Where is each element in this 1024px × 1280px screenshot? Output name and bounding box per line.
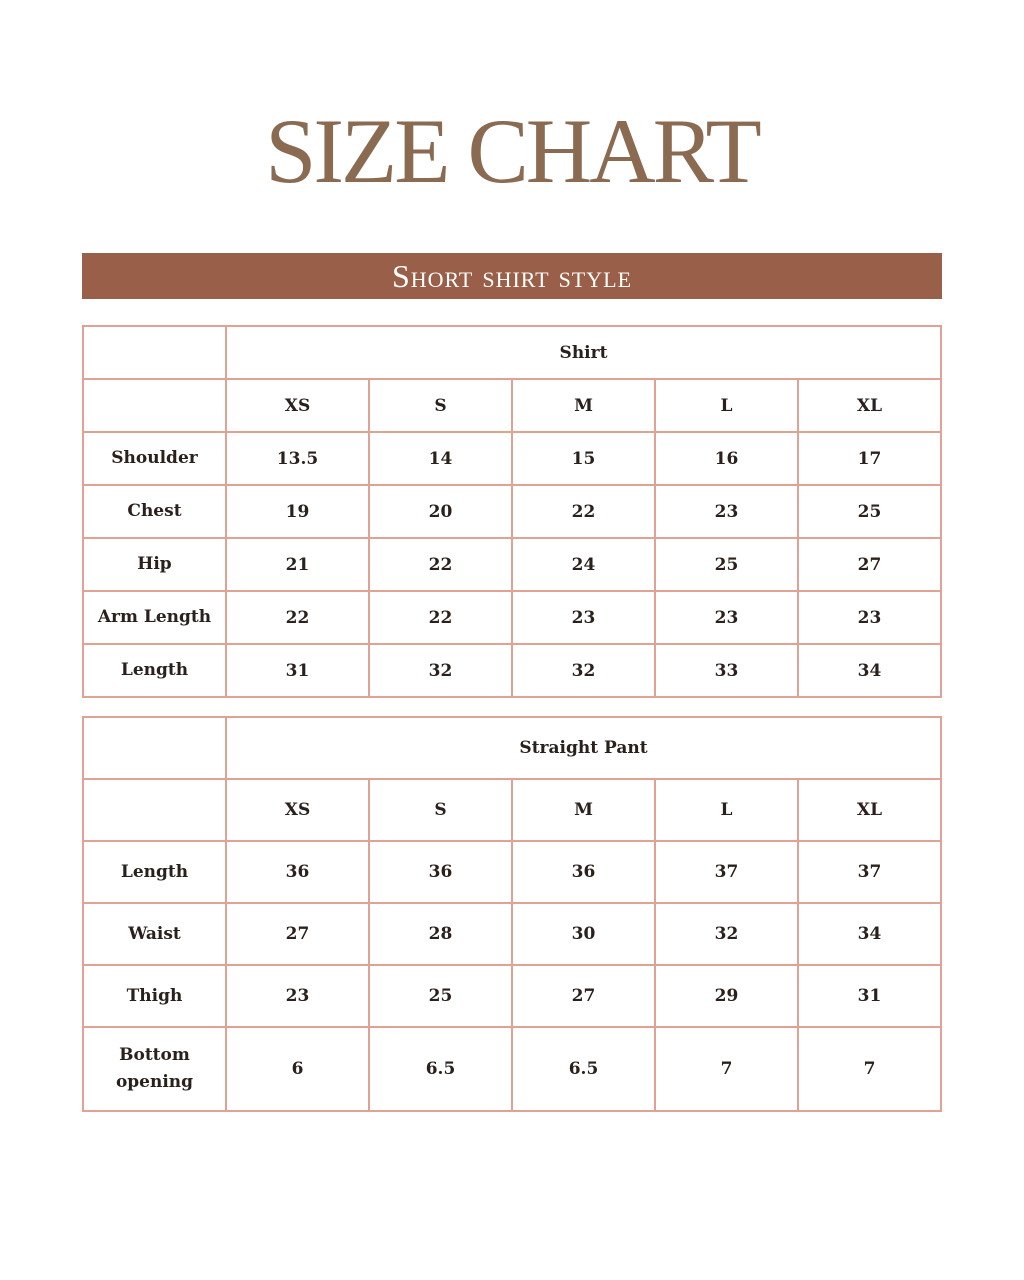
table-row: [83, 1027, 941, 1111]
size-row: [83, 779, 941, 841]
value-cell: 15: [512, 432, 655, 485]
table-heading: Shirt: [226, 326, 941, 379]
shirt-size-table: [82, 325, 942, 698]
size-row: [83, 379, 941, 432]
value-cell: 27: [226, 903, 369, 965]
size-header: M: [512, 779, 655, 841]
table-row: [83, 432, 941, 485]
value-cell: 22: [512, 485, 655, 538]
size-header: L: [655, 379, 798, 432]
table-row: [83, 644, 941, 697]
value-cell: 23: [655, 485, 798, 538]
size-header: M: [512, 379, 655, 432]
value-cell: 23: [655, 591, 798, 644]
value-cell: 25: [798, 485, 941, 538]
value-cell: 32: [655, 903, 798, 965]
row-label: Thigh: [83, 965, 226, 1027]
value-cell: 6: [226, 1027, 369, 1111]
value-cell: 34: [798, 903, 941, 965]
value-cell: 36: [369, 841, 512, 903]
corner-cell: [83, 717, 226, 779]
table-row: [83, 538, 941, 591]
value-cell: 27: [798, 538, 941, 591]
value-cell: 16: [655, 432, 798, 485]
value-cell: 17: [798, 432, 941, 485]
value-cell: 20: [369, 485, 512, 538]
value-cell: 29: [655, 965, 798, 1027]
table-header-row: [83, 326, 941, 379]
row-label: Bottom opening: [83, 1027, 226, 1111]
value-cell: 24: [512, 538, 655, 591]
value-cell: 34: [798, 644, 941, 697]
size-header: XS: [226, 379, 369, 432]
value-cell: 23: [226, 965, 369, 1027]
value-cell: 6.5: [512, 1027, 655, 1111]
row-label: Length: [83, 644, 226, 697]
size-header: XL: [798, 779, 941, 841]
value-cell: 7: [798, 1027, 941, 1111]
value-cell: 33: [655, 644, 798, 697]
table-row: [83, 591, 941, 644]
size-header: XS: [226, 779, 369, 841]
table-heading: Straight Pant: [226, 717, 941, 779]
row-label: Hip: [83, 538, 226, 591]
value-cell: 25: [655, 538, 798, 591]
value-cell: 31: [798, 965, 941, 1027]
size-header: S: [369, 779, 512, 841]
size-header: S: [369, 379, 512, 432]
value-cell: 6.5: [369, 1027, 512, 1111]
corner-cell: [83, 779, 226, 841]
value-cell: 31: [226, 644, 369, 697]
value-cell: 21: [226, 538, 369, 591]
size-header: XL: [798, 379, 941, 432]
value-cell: 23: [512, 591, 655, 644]
table-row: [83, 485, 941, 538]
value-cell: 32: [512, 644, 655, 697]
row-label: Arm Length: [83, 591, 226, 644]
value-cell: 28: [369, 903, 512, 965]
row-label: Chest: [83, 485, 226, 538]
value-cell: 7: [655, 1027, 798, 1111]
table-row: [83, 841, 941, 903]
style-banner: Short shirt style: [82, 253, 942, 299]
value-cell: 27: [512, 965, 655, 1027]
value-cell: 14: [369, 432, 512, 485]
page-title: SIZE CHART: [265, 100, 759, 202]
size-header: L: [655, 779, 798, 841]
row-label: Waist: [83, 903, 226, 965]
corner-cell: [83, 379, 226, 432]
table-row: [83, 965, 941, 1027]
value-cell: 30: [512, 903, 655, 965]
value-cell: 36: [226, 841, 369, 903]
value-cell: 22: [369, 538, 512, 591]
value-cell: 37: [798, 841, 941, 903]
pant-size-table: [82, 716, 942, 1112]
value-cell: 36: [512, 841, 655, 903]
value-cell: 23: [798, 591, 941, 644]
value-cell: 25: [369, 965, 512, 1027]
value-cell: 19: [226, 485, 369, 538]
row-label: Shoulder: [83, 432, 226, 485]
table-row: [83, 903, 941, 965]
value-cell: 13.5: [226, 432, 369, 485]
value-cell: 37: [655, 841, 798, 903]
row-label: Length: [83, 841, 226, 903]
value-cell: 32: [369, 644, 512, 697]
table-header-row: [83, 717, 941, 779]
corner-cell: [83, 326, 226, 379]
value-cell: 22: [226, 591, 369, 644]
value-cell: 22: [369, 591, 512, 644]
